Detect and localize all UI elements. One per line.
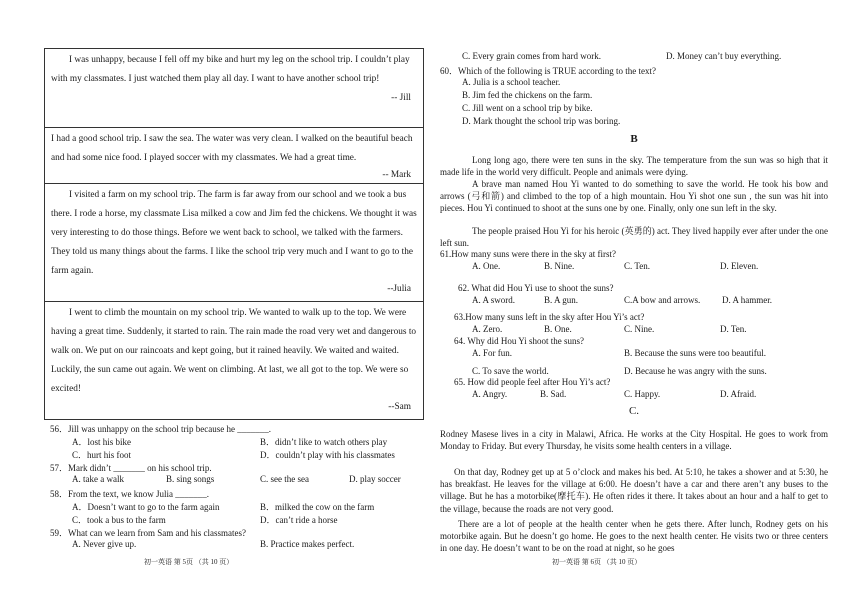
- reading-paragraph: Rodney Masese lives in a city in Malawi, Africa. He works at the City Hospital. He goes to work from Monday to Friday. But every Thursday, he visits some health centers in a village.: [440, 429, 828, 452]
- question-65: 65. How did people feel after Hou Yi’s act?: [454, 377, 611, 387]
- option[interactable]: D. Mark thought the school trip was boring.: [462, 116, 621, 126]
- passage-text: I went to climb the mountain on my school trip. We wanted to walk up to the top. We were having a great time. Suddenly, it started to rain. The rain made the road very wet and dangerous to walk on. We put on our raincoats and kept going, but it rained heavily. We waited and waited. Luckily, the sun came out again. We went on climbing. At last, we all got to the top. We were so excited!: [51, 308, 417, 394]
- passage-text: I visited a farm on my school trip. The farm is far away from our school and we took a bus there. I rode a horse, my classmate Lisa milked a cow and Jim fed the chickens. We thought it was very interesting to do those things. Before we went back to school, we talked with the farmers. They told us many things about the farms. I like the school trip very much and I want to go to the farm again.: [51, 190, 417, 276]
- option[interactable]: B. Practice makes perfect.: [260, 539, 355, 549]
- option[interactable]: C. Jill went on a school trip by bike.: [462, 103, 593, 113]
- option[interactable]: D. Because he was angry with the suns.: [624, 366, 767, 376]
- option[interactable]: A．lost his bike: [72, 437, 132, 447]
- option[interactable]: D. play soccer: [349, 474, 401, 484]
- question-64: 64. Why did Hou Yi shoot the suns?: [454, 336, 584, 346]
- option[interactable]: B．didn’t like to watch others play: [260, 437, 388, 447]
- option[interactable]: B. sing songs: [166, 474, 215, 484]
- passage-text: I had a good school trip. I saw the sea. The water was very clean. I walked on the beautiful beach and had some nice food. I played soccer with my classmates. We had a great time.: [51, 134, 413, 163]
- reading-paragraph: There are a lot of people at the health center when he gets there. After lunch, Rodney gets on his motorbike again. But he doesn’t go home. He goes to the next health center. He visits two or three centers in one day. He doesn’t want to be on the road at night, so he goes: [440, 519, 828, 554]
- option[interactable]: A. take a walk: [72, 474, 124, 484]
- section-heading-c: C.: [628, 405, 640, 417]
- question-59: 59．What can we learn from Sam and his classmates?: [50, 528, 246, 538]
- section-heading-b: B: [630, 133, 638, 145]
- option[interactable]: D．couldn’t play with his classmates: [260, 450, 395, 460]
- passage-mark: [44, 128, 424, 184]
- option[interactable]: C．hurt his foot: [72, 450, 132, 460]
- option[interactable]: A. A sword.: [472, 295, 516, 305]
- passage-signature: -- Mark: [382, 170, 411, 180]
- option[interactable]: B. A gun.: [544, 295, 579, 305]
- option[interactable]: B. Jim fed the chickens on the farm.: [462, 90, 593, 100]
- question-60: 60．Which of the following is TRUE according to the text?: [440, 66, 657, 76]
- option[interactable]: D. Afraid.: [720, 389, 757, 399]
- option[interactable]: B. Because the suns were too beautiful.: [624, 348, 766, 358]
- passage-julia: [44, 184, 424, 302]
- option[interactable]: C．took a bus to the farm: [72, 515, 166, 525]
- passage-sam: [44, 302, 424, 420]
- option[interactable]: C. Ten.: [624, 261, 650, 271]
- option[interactable]: A. Julia is a school teacher.: [462, 77, 561, 87]
- question-62: 62. What did Hou Yi use to shoot the suns?: [458, 283, 614, 293]
- reading-paragraph: A brave man named Hou Yi wanted to do something to save the world. He took his bow and arrows (弓和箭) and climbed to the top of a high mountain. Hou Yi shot one sun , the sun was hit into pieces. Hou Yi continued to shoot at the suns one by one. Finally, only one sun left in the sky.: [440, 179, 828, 214]
- option[interactable]: B. Nine.: [544, 261, 575, 271]
- option[interactable]: A. One.: [472, 261, 501, 271]
- option[interactable]: C. see the sea: [260, 474, 309, 484]
- option[interactable]: C. Every grain comes from hard work.: [462, 51, 601, 61]
- option[interactable]: B. Sad.: [540, 389, 567, 399]
- passage-signature: -- Jill: [391, 93, 411, 103]
- page-footer: 初一英语 第 5页 （共 10 页）: [144, 558, 234, 566]
- question-63: 63.How many suns left in the sky after Hou Yi’s act?: [454, 312, 645, 322]
- question-56: 56．Jill was unhappy on the school trip because he _______.: [50, 424, 271, 434]
- option[interactable]: B．milked the cow on the farm: [260, 502, 375, 512]
- reading-paragraph: On that day, Rodney get up at 5 o’clock and makes his bed. At 5:10, he takes a shower and at 5:30, he has breakfast. He leaves for the village at 6:00. He doesn’t have a car and there aren’t any buses to the village. But he has a motorbike(摩托车). He often rides it there. It takes about an hour and a half to get to the village, because the roads are not very good.: [440, 467, 828, 514]
- option[interactable]: A. Never give up.: [72, 539, 137, 549]
- option[interactable]: A. Angry.: [472, 389, 508, 399]
- passage-jill: [44, 48, 424, 128]
- page-footer: 初一英语 第 6页 （共 10 页）: [552, 558, 642, 566]
- option[interactable]: C. To save the world.: [472, 366, 549, 376]
- reading-paragraph: Long long ago, there were ten suns in the sky. The temperature from the sun was so high that it made life in the world very difficult. People and animals were dying.: [440, 155, 828, 178]
- passage-text: I was unhappy, because I fell off my bike and hurt my leg on the school trip. I couldn’t play with my classmates. I just watched them play all day. I want to have another school trip!: [51, 55, 410, 84]
- option[interactable]: C. Nine.: [624, 324, 655, 334]
- option[interactable]: D. Money can’t buy everything.: [666, 51, 782, 61]
- option[interactable]: A. For fun.: [472, 348, 512, 358]
- right-page: [440, 0, 828, 607]
- question-58: 58．From the text, we know Julia _______.: [50, 489, 209, 499]
- option[interactable]: D. A hammer.: [722, 295, 772, 305]
- option[interactable]: C.A bow and arrows.: [624, 295, 701, 305]
- passage-signature: --Sam: [388, 402, 411, 412]
- option[interactable]: C. Happy.: [624, 389, 661, 399]
- option[interactable]: A. Zero.: [472, 324, 503, 334]
- option[interactable]: B. One.: [544, 324, 572, 334]
- option[interactable]: D．can’t ride a horse: [260, 515, 338, 525]
- question-61: 61.How many suns were there in the sky at first?: [440, 249, 616, 259]
- reading-paragraph: The people praised Hou Yi for his heroic (英勇的) act. They lived happily ever after under the one left sun.: [440, 226, 828, 249]
- question-57: 57．Mark didn’t _______ on his school trip.: [50, 463, 212, 473]
- option[interactable]: D. Eleven.: [720, 261, 759, 271]
- option[interactable]: A．Doesn’t want to go to the farm again: [72, 502, 220, 512]
- passage-signature: --Julia: [387, 284, 411, 294]
- left-page: [44, 0, 424, 607]
- option[interactable]: D. Ten.: [720, 324, 747, 334]
